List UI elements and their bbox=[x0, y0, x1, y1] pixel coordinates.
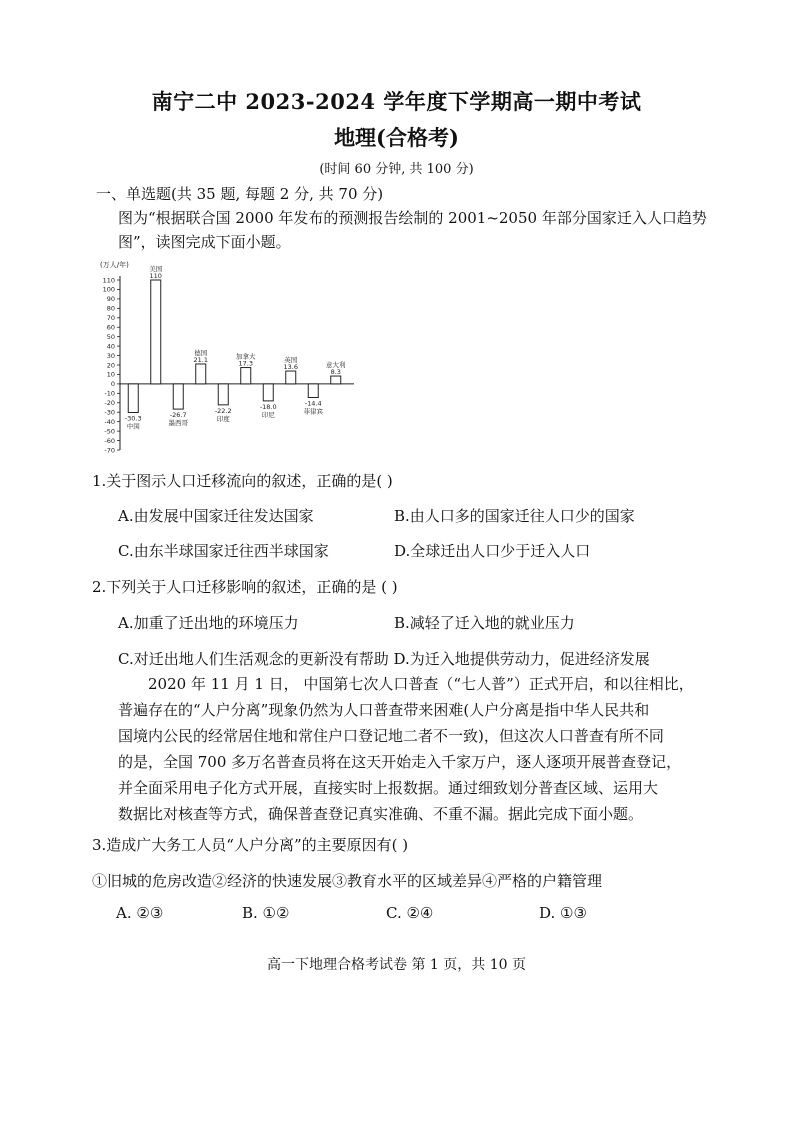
y-tick-label: -70 bbox=[104, 446, 115, 455]
category-label: 美国 bbox=[149, 265, 163, 273]
category-label: 英国 bbox=[284, 356, 298, 365]
y-tick-label: 0 bbox=[110, 380, 115, 389]
y-tick-label: 50 bbox=[106, 332, 115, 341]
q1-option-a[interactable]: A.由发展中国家迁往发达国家 bbox=[118, 507, 314, 525]
value-label: 21.1 bbox=[193, 355, 208, 364]
value-label: -30.3 bbox=[124, 414, 142, 423]
chart-intro: 图为“根据联合国 2000 年发布的预测报告绘制的 2001~2050 年部分国家迁入人口趋势图”，读图完成下面小题。 bbox=[118, 209, 707, 251]
value-label: 8.3 bbox=[330, 368, 341, 377]
y-tick-label: -40 bbox=[104, 417, 115, 426]
y-tick-label: -60 bbox=[104, 436, 115, 445]
value-label: -18.0 bbox=[259, 402, 277, 411]
y-tick-label: 90 bbox=[106, 295, 115, 304]
category-label: 中国 bbox=[126, 422, 140, 431]
bar-9 bbox=[308, 384, 318, 398]
y-tick-label: 80 bbox=[106, 304, 115, 313]
q3-option-b[interactable]: B. ①② bbox=[242, 904, 290, 922]
section-heading: 一、单选题(共 35 题, 每题 2 分, 共 70 分) bbox=[96, 185, 384, 203]
bar-1 bbox=[128, 384, 138, 413]
value-label: 13.6 bbox=[283, 363, 298, 372]
q3-items: ①旧城的危房改造②经济的快速发展③教育水平的区域差异④严格的户籍管理 bbox=[92, 872, 603, 890]
value-label: -26.7 bbox=[169, 411, 187, 420]
census-passage bbox=[118, 671, 716, 827]
q1-option-c[interactable]: C.由东半球国家迁往西半球国家 bbox=[118, 542, 329, 560]
exam-time-info: (时间 60 分钟, 共 100 分) bbox=[319, 162, 474, 177]
q2-option-b[interactable]: B.减轻了迁入地的就业压力 bbox=[394, 614, 575, 632]
bar-7 bbox=[263, 384, 273, 401]
y-tick-label: 70 bbox=[106, 314, 115, 323]
bar-8 bbox=[286, 371, 296, 384]
value-label: 110 bbox=[149, 272, 162, 280]
q2-stem: 2.下列关于人口迁移影响的叙述，正确的是 ( ) bbox=[92, 578, 398, 596]
y-tick-label: -50 bbox=[104, 427, 115, 436]
migration-bar-chart bbox=[92, 258, 362, 458]
y-tick-label: 10 bbox=[106, 370, 115, 379]
q1-stem: 1.关于图示人口迁移流向的叙述，正确的是( ) bbox=[92, 472, 393, 490]
q2-option-a[interactable]: A.加重了迁出地的环境压力 bbox=[118, 614, 299, 632]
q3-option-a[interactable]: A. ②③ bbox=[116, 904, 164, 922]
passage-line: 2020 年 11 月 1 日， 中国第七次人口普查（“七人普”）正式开启，和以往相比， bbox=[148, 675, 694, 693]
category-label: 菲律宾 bbox=[303, 407, 323, 416]
y-tick-label: -20 bbox=[104, 399, 115, 408]
y-axis-label: (万人/年) bbox=[100, 261, 129, 269]
value-label: -14.4 bbox=[304, 399, 322, 408]
q3-option-c[interactable]: C. ②④ bbox=[386, 904, 434, 922]
q1-option-b[interactable]: B.由人口多的国家迁往人口少的国家 bbox=[394, 507, 635, 525]
bar-10 bbox=[331, 376, 341, 384]
q3-stem: 3.造成广大务工人员“人户分离”的主要原因有( ) bbox=[92, 836, 409, 854]
category-label: 德国 bbox=[194, 348, 208, 357]
category-label: 意大利 bbox=[326, 361, 346, 370]
bar-2 bbox=[151, 280, 161, 384]
y-tick-label: -10 bbox=[104, 389, 115, 398]
page-footer: 高一下地理合格考试卷 第 1 页，共 10 页 bbox=[267, 957, 526, 973]
y-tick-label: 20 bbox=[106, 361, 115, 370]
q1-option-d[interactable]: D.全球迁出人口少于迁入人口 bbox=[394, 542, 591, 560]
value-label: -22.2 bbox=[214, 406, 232, 415]
passage-line: 国境内公民的经常居住地和常住户口登记地二者不一致)，但这次人口普查有所不同 bbox=[118, 727, 664, 745]
passage-line: 并全面采用电子化方式开展，直接实时上报数据。通过细致划分普查区域、运用大 bbox=[118, 779, 659, 797]
passage-line: 普遍存在的“人户分离”现象仍然为人口普查带来困难(人户分离是指中华人民共和 bbox=[118, 701, 650, 719]
passage-line: 的是，全国 700 多万名普查员将在这天开始走入千家万户，逐人逐项开展普查登记， bbox=[118, 753, 682, 771]
y-tick-label: 40 bbox=[106, 342, 115, 351]
bar-5 bbox=[218, 384, 228, 405]
category-label: 墨西哥 bbox=[168, 419, 188, 428]
q2-option-cd[interactable]: C.对迁出地人们生活观念的更新没有帮助 D.为迁入地提供劳动力，促进经济发展 bbox=[118, 650, 650, 668]
bar-3 bbox=[173, 384, 183, 409]
y-tick-label: 110 bbox=[102, 276, 115, 285]
q3-option-d[interactable]: D. ①③ bbox=[539, 904, 587, 922]
exam-title: 南宁二中 2023-2024 学年度下学期高一期中考试 bbox=[151, 89, 642, 114]
exam-subject: 地理(合格考) bbox=[334, 125, 459, 150]
y-tick-label: -30 bbox=[104, 408, 115, 417]
y-tick-label: 30 bbox=[106, 351, 115, 360]
category-label: 印度 bbox=[216, 414, 230, 423]
value-label: 17.3 bbox=[238, 359, 253, 368]
category-label: 印尼 bbox=[261, 410, 275, 419]
bar-4 bbox=[196, 364, 206, 384]
passage-line: 数据比对核查等方式，确保普查登记真实准确、不重不漏。据此完成下面小题。 bbox=[118, 805, 644, 823]
category-label: 加拿大 bbox=[236, 352, 256, 361]
y-tick-label: 100 bbox=[102, 285, 115, 294]
y-tick-label: 60 bbox=[106, 323, 115, 332]
bar-6 bbox=[241, 368, 251, 384]
